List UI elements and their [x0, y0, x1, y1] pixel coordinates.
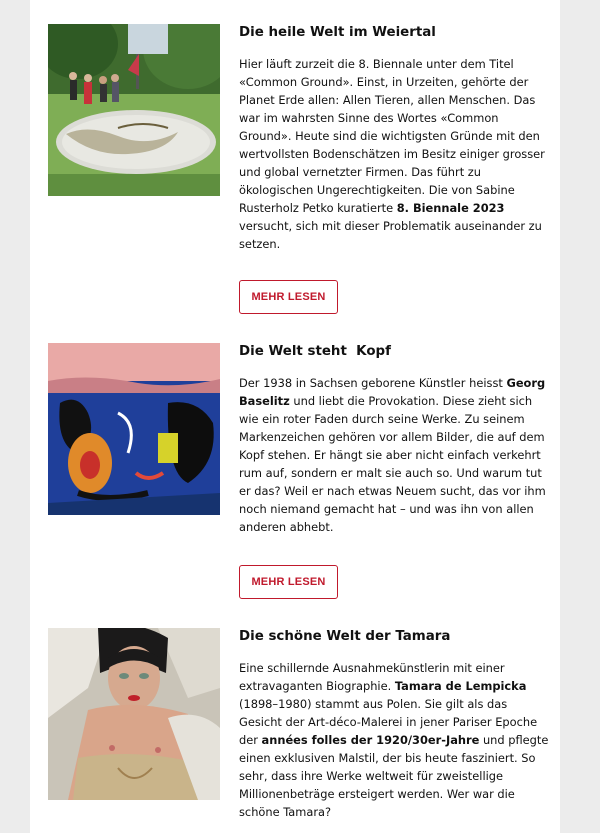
article-title[interactable]: Die Welt steht Kopf	[239, 344, 391, 359]
read-more-button[interactable]: MEHR LESEN	[239, 280, 338, 314]
article-title[interactable]: Die heile Welt im Weiertal	[239, 25, 436, 40]
article-body-text: (1898–1980) stammt aus Polen. Sie gilt als das Gesicht der Art-déco-Malerei in jener Pariser Epoche der	[239, 697, 538, 747]
garden-photo-icon	[48, 24, 220, 196]
article-body-bold: années folles der 1920/30er-Jahre	[261, 733, 480, 747]
newsletter-sheet	[30, 0, 560, 833]
article-body-bold: 8. Biennale 2023	[396, 201, 505, 215]
read-more-button[interactable]: MEHR LESEN	[239, 565, 338, 599]
article-body-text: und liebt die Provokation. Diese zieht sich wie ein roter Faden durch seine Werke. Zu seinem Markenzeichen gehören vor allem Bilder, die auf dem Kopf stehen. Er hängt sie aber nicht einfach verkehrt rum auf, sondern er malt sie auch so. Und warum tut er das? Weil er nach etwas Neuem sucht, das vor ihm noch niemand gemacht hat – und was ihn von allen anderen abhebt.	[239, 394, 546, 534]
article-body-text: Hier läuft zurzeit die 8. Biennale unter dem Titel «Common Ground». Einst, in Urzeiten, gehörte der Planet Erde allen: Allen Tieren, allen Menschen. Das war im wahrsten Sinne des Wortes «Common Ground». Heute sind die wichtigsten Gründe mit den wertvollsten Bodenschätzen im Besitz einiger grosser und global vernetzter Firmen. Das führt zu ökologischen Ungerechtigkeiten. Die von Sabine Rusterholz Petko kuratierte	[239, 57, 545, 215]
article-image-painting[interactable]	[48, 343, 220, 515]
article-image-garden[interactable]	[48, 24, 220, 196]
article-body-text: und pflegte einen exklusiven Malstil, der bis heute fasziniert. So sehr, dass ihre Werke weltweit für zweistellige Millionenbeträge ersteigert werden. Wer war die schöne Tamara?	[239, 733, 549, 819]
article-body-text: Eine schillernde Ausnahmekünstlerin mit einer extravaganten Biographie.	[239, 661, 505, 693]
article-body	[239, 374, 549, 536]
abstract-painting-icon	[48, 343, 220, 515]
article-body-text: Der 1938 in Sachsen geborene Künstler heisst	[239, 376, 507, 390]
article-body	[239, 659, 549, 821]
article-title[interactable]: Die schöne Welt der Tamara	[239, 629, 451, 644]
article-image-portrait[interactable]	[48, 628, 220, 800]
article-body-text: versucht, sich mit dieser Problematik auseinander zu setzen.	[239, 219, 542, 251]
article-body	[239, 55, 549, 253]
article-body-bold: Georg Baselitz	[239, 376, 546, 408]
artdeco-portrait-icon	[48, 628, 220, 800]
article-body-bold: Tamara de Lempicka	[394, 679, 527, 693]
